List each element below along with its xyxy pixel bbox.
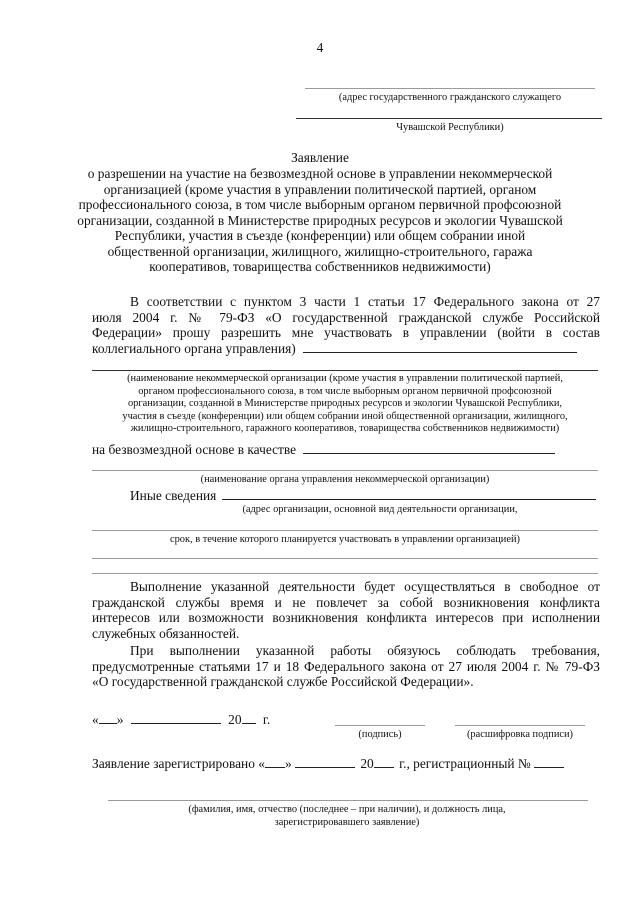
registration-year-prefix: » <box>284 756 295 771</box>
registration-year: 20 <box>360 756 374 771</box>
registration-number-field[interactable] <box>534 756 564 768</box>
registration-suffix: г., регистрационный № <box>399 756 531 771</box>
request-line: В соответствии с пунктом 3 части 1 статьи 17 Федерального закона от 27 <box>130 294 600 309</box>
date-day-field[interactable] <box>99 712 117 724</box>
address-line-1 <box>305 88 595 89</box>
request-line: июля 2004 г. № 79-ФЗ «О государственной гражданской службе Российской <box>92 309 600 325</box>
date-month-field[interactable] <box>131 712 221 724</box>
request-last-text: коллегиального органа управления) <box>92 340 296 356</box>
governing-body-note: (наименование органа управления некоммерческой организации) <box>200 474 490 485</box>
statement-line: интересов или возможности возникновения конфликта интересов при исполнении <box>92 610 600 625</box>
date-open-quote: « <box>92 712 99 727</box>
address-note-2: Чувашской Республики) <box>396 122 504 133</box>
organization-note-line: жилищно-строительного, гаражного кооперативов, товарищества собственников недвижимости) <box>130 423 560 434</box>
statement-paragraph <box>92 579 600 641</box>
organization-name-field[interactable] <box>92 370 598 371</box>
subject-line: о разрешении на участие на безвозмездной основе в управлении некоммерческой <box>87 166 553 181</box>
request-paragraph <box>92 294 600 356</box>
signature-decoding-field[interactable] <box>455 725 585 726</box>
request-line: Федерации» прошу разрешить мне участвовать в управлении (войти в состав <box>92 325 600 340</box>
gratis-label: на безвозмездной основе в качестве <box>92 442 297 457</box>
organization-note <box>80 373 610 436</box>
subject-line: организации, созданной в Министерстве природных ресурсов и экологии Чувашской <box>77 212 563 228</box>
organization-note-line: (наименование некоммерческой организации (кроме участия в управлении политической партией, <box>127 373 563 384</box>
organization-note-line: участия в съезде (конференции) или общем собрании иной общественной организации, жилищного, <box>122 410 568 422</box>
registration-year-field[interactable] <box>374 756 394 768</box>
registration-month-field[interactable] <box>295 756 355 768</box>
date-suffix: г. <box>262 712 271 727</box>
registration-day-field[interactable] <box>265 756 285 768</box>
registrar-note-1: (фамилия, имя, отчество (последнее – при наличии), и должность лица, <box>188 804 506 815</box>
document-subject <box>60 166 580 275</box>
statement-last-line: служебных обязанностей. <box>92 625 240 641</box>
gratis-line <box>92 442 600 458</box>
registrar-field[interactable] <box>108 800 588 801</box>
date-year-field[interactable] <box>242 712 256 724</box>
other-info-line <box>130 488 600 504</box>
other-info-field[interactable] <box>222 488 596 500</box>
signature-decoding-note: (расшифровка подписи) <box>466 729 574 740</box>
date-year-prefix: 20 <box>228 712 242 727</box>
other-info-label: Иные сведения <box>130 488 217 503</box>
capacity-field-line[interactable] <box>92 470 598 471</box>
address-note-1: (адрес государственного гражданского служащего <box>338 92 562 103</box>
date-row <box>92 712 312 728</box>
subject-line: Республики, участия в съезде (конференции) или общем собрании иной <box>114 228 526 243</box>
document-title: Заявление <box>291 150 349 165</box>
organization-note-line: организации, созданной в Министерстве природных ресурсов и экологии Чувашской Республики, <box>127 398 563 409</box>
obligation-line: предусмотренные статьями 17 и 18 Федерального закона от 27 июля 2004 г. № 79-ФЗ <box>92 658 600 674</box>
page-number: 4 <box>316 40 324 55</box>
registration-line <box>92 756 600 772</box>
subject-line: организацией (кроме участия в управлении политической партией, органом <box>103 181 537 197</box>
other-info-line-3[interactable] <box>92 558 598 559</box>
obligation-paragraph <box>92 643 600 690</box>
governing-body-field[interactable] <box>303 341 577 353</box>
subject-line: профессионального союза, в том числе выборным органом первичной профсоюзной <box>78 197 562 212</box>
other-info-line-2[interactable] <box>92 530 598 531</box>
organization-address-note: (адрес организации, основной вид деятельности организации, <box>242 504 518 515</box>
subject-line: общественной организации, жилищного, жилищно-строительного, гаража <box>107 243 533 259</box>
organization-note-line: органом профессионального союза, в том числе выборным органом первичной профсоюзной <box>138 385 552 397</box>
date-close-quote: » <box>116 712 124 727</box>
registrar-note-2: зарегистрировавшего заявление) <box>274 817 420 828</box>
statement-line: Выполнение указанной деятельности будет осуществляться в свободное от <box>130 579 600 594</box>
term-note: срок, в течение которого планируется участвовать в управлении организацией) <box>169 534 520 545</box>
address-line-2 <box>296 118 602 119</box>
obligation-line: При выполнении указанной работы обязуюсь соблюдать требования, <box>130 643 600 658</box>
request-last-line <box>92 341 600 357</box>
capacity-field[interactable] <box>303 442 555 454</box>
other-info-line-4[interactable] <box>92 573 598 574</box>
obligation-last-line: «О государственной гражданской службе Российской Федерации». <box>92 674 474 689</box>
statement-line: гражданской службы время и не повлечет за собой возникновения конфликта <box>92 594 600 610</box>
signature-note: (подпись) <box>358 729 402 740</box>
registration-label: Заявление зарегистрировано « <box>92 756 265 771</box>
subject-line: кооперативов, товарищества собственников недвижимости) <box>149 259 491 274</box>
signature-field[interactable] <box>335 725 425 726</box>
